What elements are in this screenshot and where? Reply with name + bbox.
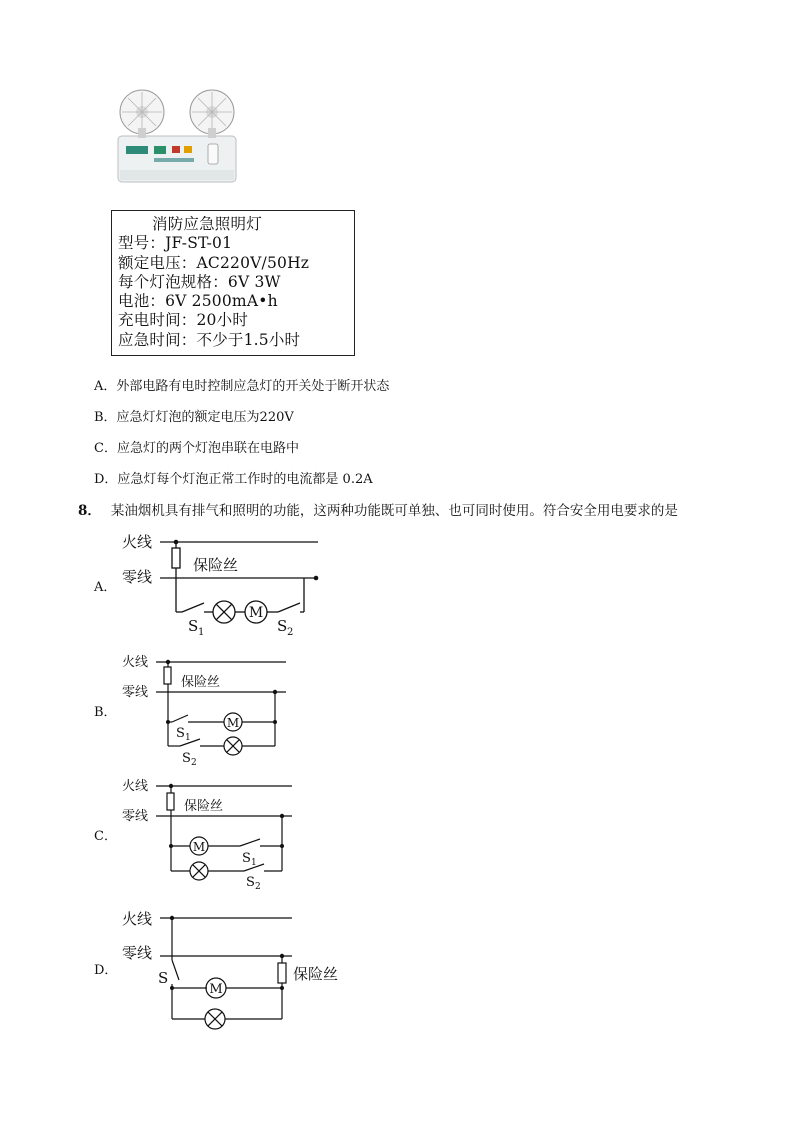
circuit-d	[90, 906, 350, 1034]
fuse-label: 保险丝	[181, 675, 221, 690]
switch-subscript: 2	[255, 882, 261, 892]
option-label: C．	[94, 829, 117, 844]
live-wire-label: 火线	[122, 910, 153, 928]
motor-symbol: M	[192, 840, 206, 854]
motor-symbol: M	[226, 716, 240, 730]
live-wire-label: 火线	[122, 655, 149, 670]
neutral-wire-label: 零线	[122, 568, 153, 586]
switch-label: S	[158, 969, 169, 987]
switch-label: S	[277, 617, 288, 635]
spec-line: 电池：6V 2500mA•h	[118, 292, 278, 311]
circuit-a	[90, 528, 340, 640]
neutral-wire-label: 零线	[122, 944, 153, 962]
spec-line: 每个灯泡规格：6V 3W	[118, 272, 281, 291]
question-8	[78, 499, 678, 519]
motor-symbol: M	[209, 982, 223, 997]
fuse-label: 保险丝	[193, 556, 239, 574]
switch-label: S	[242, 851, 251, 866]
circuit-c	[90, 774, 310, 892]
switch-label: S	[176, 726, 185, 741]
spec-box	[111, 210, 355, 356]
fuse-label: 保险丝	[293, 965, 339, 983]
option-d: D．应急灯每个灯泡正常工作时的电流都是 0.2A	[94, 472, 373, 487]
option-a: A．外部电路有电时控制应急灯的开关处于断开状态	[94, 379, 390, 394]
fuse-label: 保险丝	[184, 799, 224, 814]
circuit-b	[90, 650, 310, 768]
option-c: C．应急灯的两个灯泡串联在电路中	[94, 441, 299, 456]
option-label: D．	[94, 963, 118, 978]
neutral-wire-label: 零线	[122, 685, 149, 700]
switch-subscript: 1	[185, 733, 191, 743]
switch-subscript: 2	[191, 758, 197, 768]
neutral-wire-label: 零线	[122, 809, 149, 824]
live-wire-label: 火线	[122, 533, 153, 551]
switch-label: S	[246, 875, 255, 890]
live-wire-label: 火线	[122, 779, 149, 794]
spec-line: 充电时间：20小时	[118, 311, 249, 330]
option-label: B．	[94, 705, 117, 720]
question-text: 某油烟机具有排气和照明的功能，这两种功能既可单独、也可同时使用。符合安全用电要求的是	[110, 503, 678, 519]
switch-label: S	[182, 751, 191, 766]
spec-line: 应急时间：不少于1.5小时	[118, 330, 301, 349]
emergency-light-image	[114, 88, 244, 188]
spec-title: 消防应急照明灯	[152, 215, 262, 233]
spec-line: 额定电压：AC220V/50Hz	[118, 253, 310, 272]
spec-line: 型号：JF-ST-01	[118, 234, 233, 253]
switch-subscript: 2	[287, 627, 294, 638]
question-number: 8．	[78, 503, 101, 519]
option-b: B．应急灯灯泡的额定电压为220V	[94, 410, 294, 425]
option-label: A．	[94, 580, 117, 595]
switch-subscript: 1	[251, 858, 257, 868]
switch-subscript: 1	[198, 627, 205, 638]
switch-label: S	[188, 617, 199, 635]
motor-symbol: M	[248, 605, 264, 621]
